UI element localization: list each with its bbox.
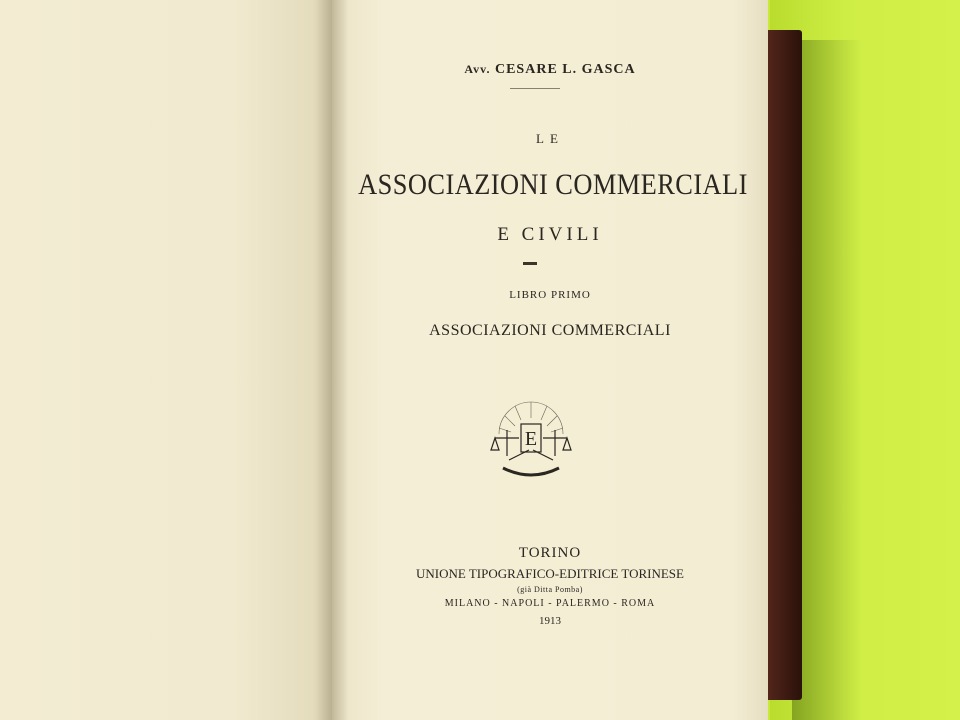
- ornament-dash: [523, 262, 537, 265]
- bleed-through-text: [105, 262, 295, 278]
- imprint-publisher: UNIONE TIPOGRAFICO-EDITRICE TORINESE: [416, 566, 684, 581]
- book-shadow: [792, 40, 862, 720]
- book-title: ASSOCIAZIONI COMMERCIALI: [358, 168, 748, 201]
- divider-rule: [510, 88, 560, 89]
- page-gutter: [316, 0, 348, 720]
- imprint-cities: MILANO - NAPOLI - PALERMO - ROMA: [444, 598, 656, 609]
- volume-label: LIBRO PRIMO: [509, 289, 591, 301]
- imprint-former-name: (già Ditta Pomba): [517, 585, 583, 594]
- left-page: [0, 0, 332, 720]
- title-continuation: E CIVILI: [497, 224, 603, 245]
- title-article: LE: [536, 131, 564, 146]
- author-line: [332, 62, 768, 78]
- svg-text:E: E: [524, 428, 538, 450]
- volume-subtitle: ASSOCIAZIONI COMMERCIALI: [429, 322, 671, 339]
- author-prefix: Avv.: [464, 62, 491, 76]
- imprint-city: TORINO: [518, 545, 582, 561]
- publisher-emblem-icon: [485, 394, 577, 486]
- author-name: CESARE L. GASCA: [494, 62, 636, 77]
- title-page: [332, 0, 768, 720]
- imprint-year: 1913: [539, 615, 561, 627]
- book-cover-edge: [762, 30, 802, 700]
